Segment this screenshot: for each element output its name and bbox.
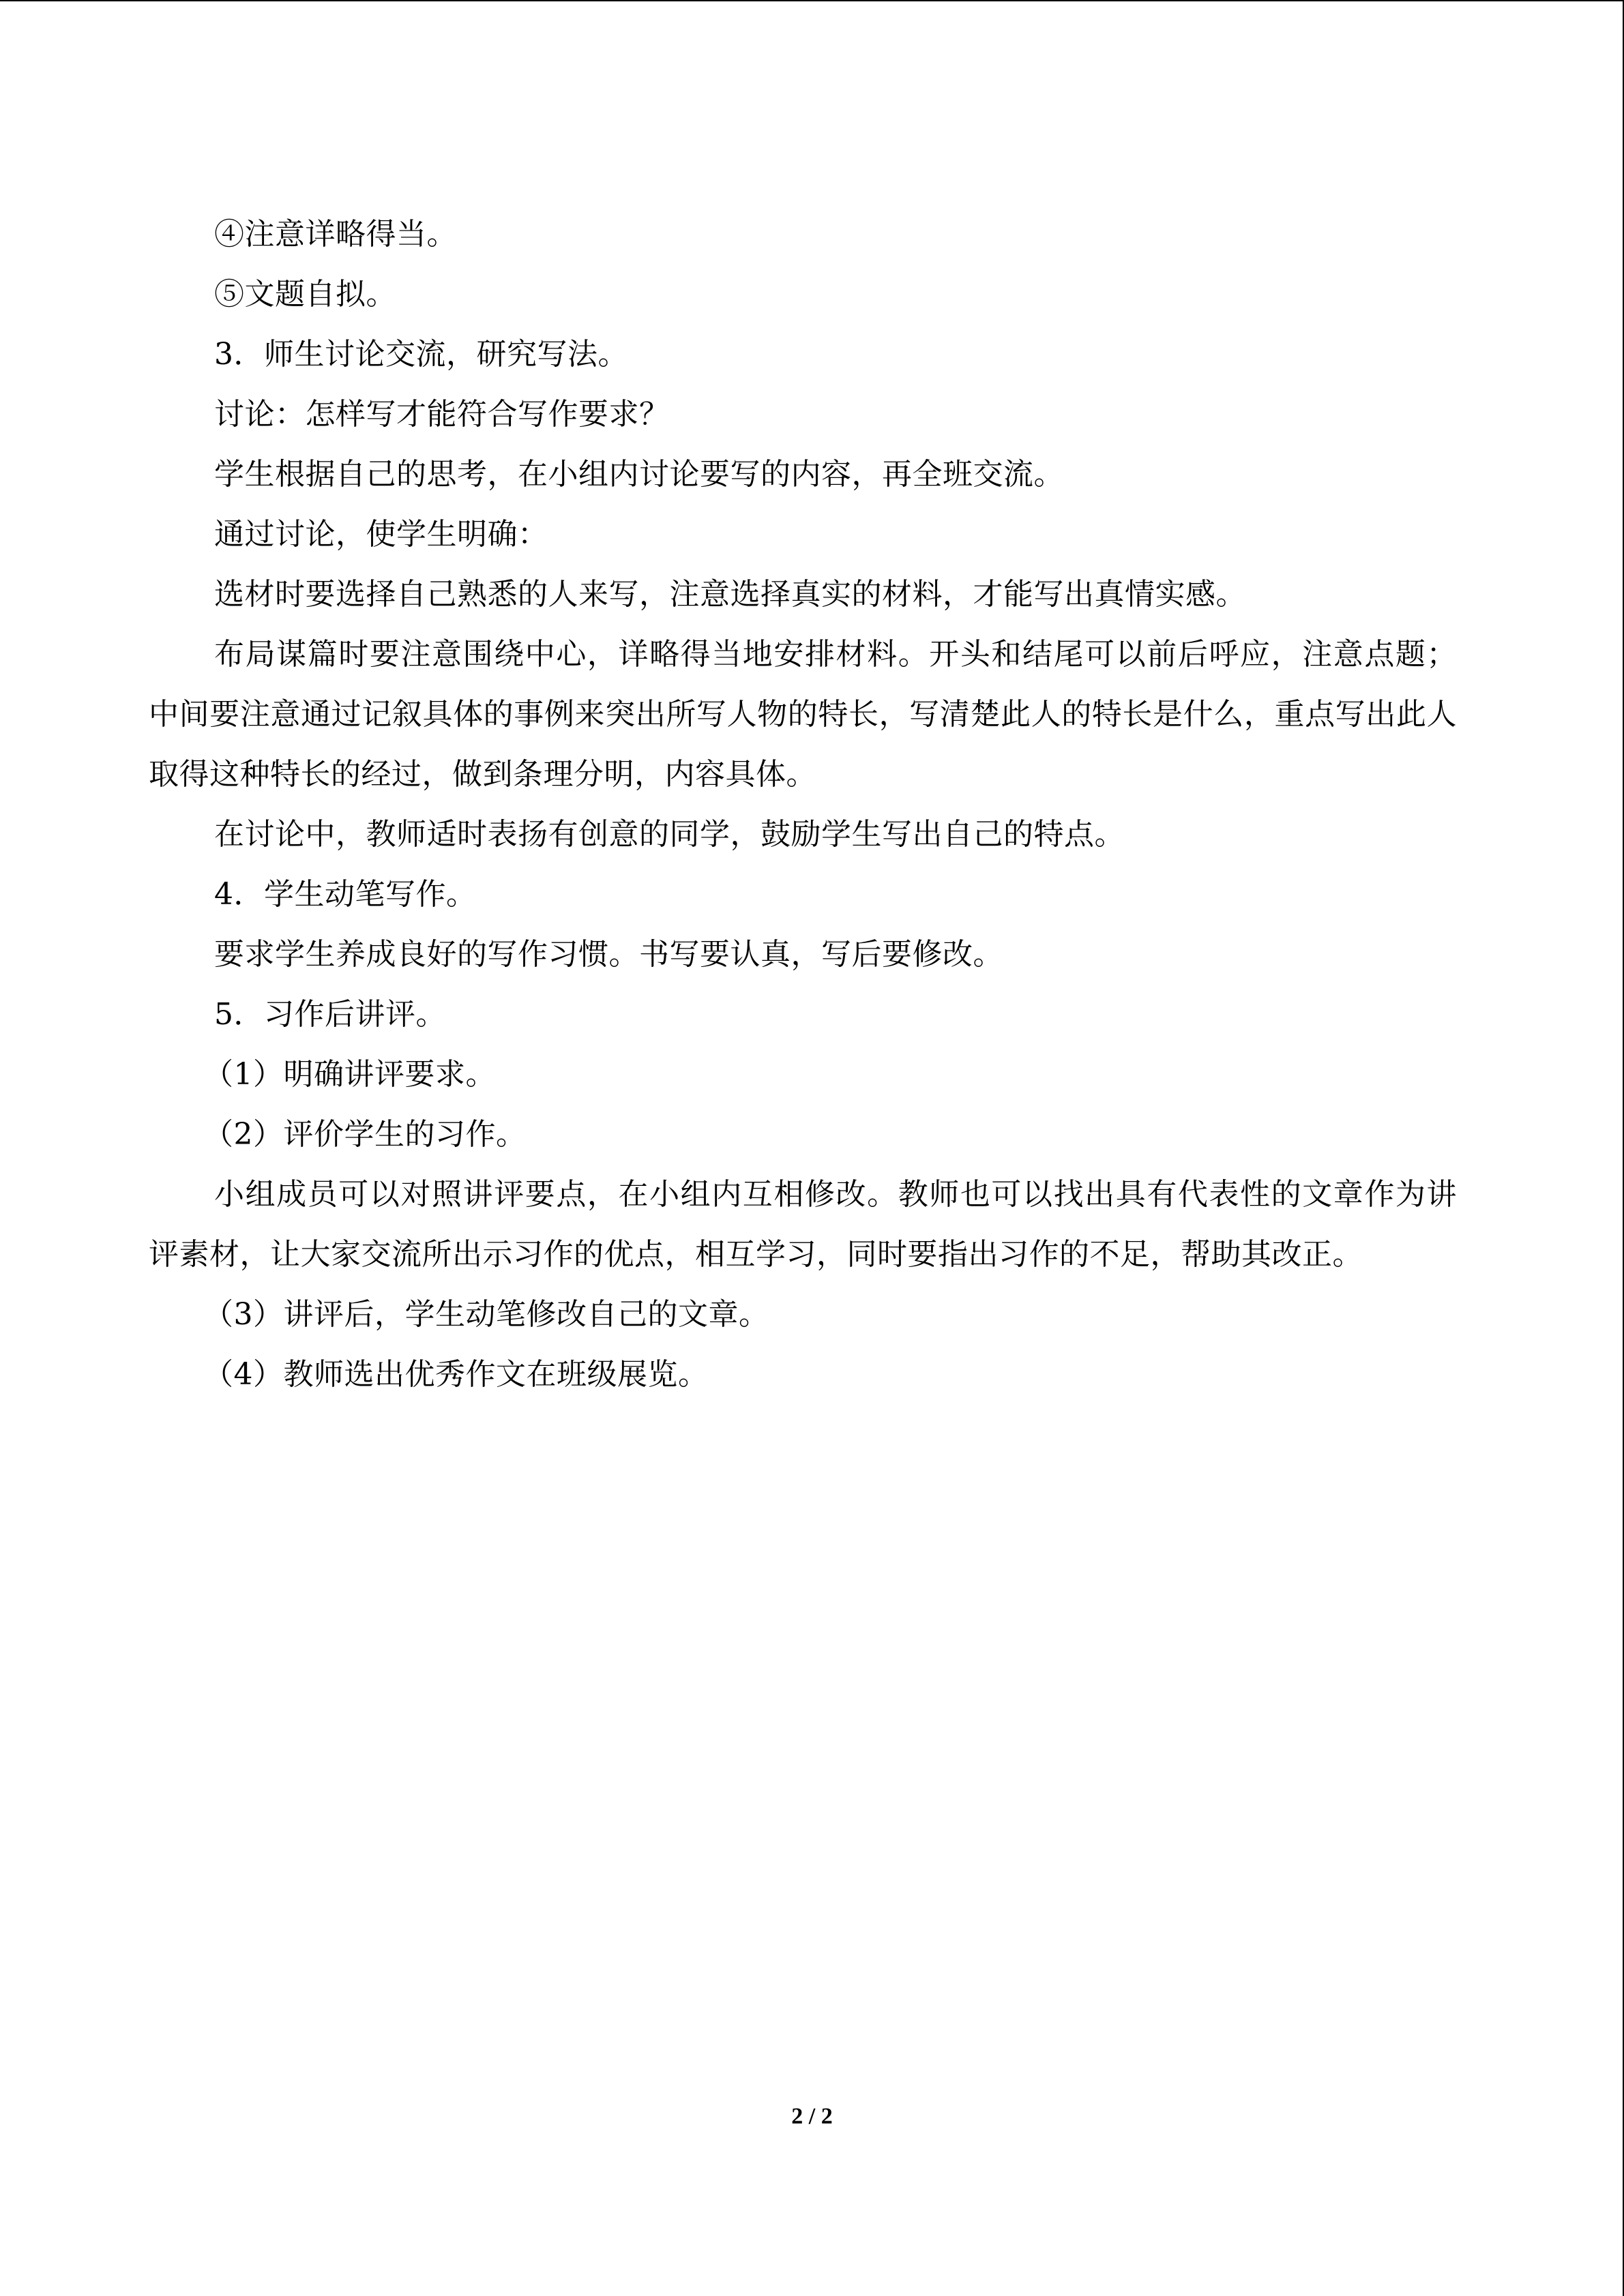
paragraph-material-selection: 选材时要选择自己熟悉的人来写，注意选择真实的材料，才能写出真情实感。 <box>214 577 1246 612</box>
paragraph-teacher-praise: 在讨论中，教师适时表扬有创意的同学，鼓励学生写出自己的特点。 <box>214 817 1125 852</box>
paragraph-step-5: 5．习作后讲评。 <box>214 997 446 1032</box>
paragraph-item-5: ⑤文题自拟。 <box>214 277 396 312</box>
paragraph-step-4: 4．学生动笔写作。 <box>214 877 477 912</box>
paragraph-writing-habits: 要求学生养成良好的写作习惯。书写要认真，写后要修改。 <box>214 937 1003 972</box>
paragraph-clarify: 通过讨论，使学生明确： <box>214 517 548 552</box>
paragraph-substep-3: （3）讲评后，学生动笔修改自己的文章。 <box>203 1297 769 1332</box>
document-body <box>149 205 1457 1405</box>
paragraph-substep-4: （4）教师选出优秀作文在班级展览。 <box>203 1357 709 1392</box>
paragraph-discussion-question: 讨论：怎样写才能符合写作要求？ <box>214 397 670 432</box>
paragraph-student-thinking: 学生根据自己的思考，在小组内讨论要写的内容，再全班交流。 <box>214 457 1064 492</box>
paragraph-layout-planning: 布局谋篇时要注意围绕中心，详略得当地安排材料。开头和结尾可以前后呼应，注意点题；中间要注意通过记叙具体的事例来突出所写人物的特长，写清楚此人的特长是什么，重点写出此人取得这种特长的经过，做到条理分明，内容具体。 <box>149 637 1457 792</box>
paragraph-step-3: 3．师生讨论交流，研究写法。 <box>214 337 628 372</box>
paragraph-substep-1: （1）明确讲评要求。 <box>203 1057 496 1092</box>
paragraph-group-revision: 小组成员可以对照讲评要点，在小组内互相修改。教师也可以找出具有代表性的文章作为讲评素材，让大家交流所出示习作的优点，相互学习，同时要指出习作的不足，帮助其改正。 <box>149 1177 1457 1272</box>
paragraph-item-4: ④注意详略得当。 <box>214 217 457 252</box>
paragraph-substep-2: （2）评价学生的习作。 <box>203 1117 527 1152</box>
page-number: 2 / 2 <box>791 2104 833 2129</box>
